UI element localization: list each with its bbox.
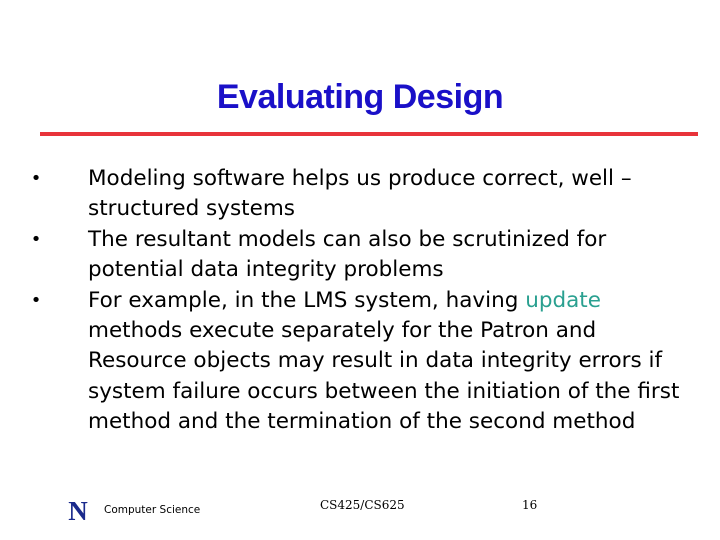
highlighted-term: update [525,287,601,313]
slide-title: Evaluating Design [216,78,504,116]
page-number: 16 [522,498,538,512]
logo-letter: N [68,498,88,523]
bullet-text: The resultant models can also be scrutinized for potential data integrity problems [88,226,607,283]
bullet-item-3 [26,286,686,438]
bullet-dot-icon: • [30,168,42,189]
bullet-text: Modeling software helps us produce correct, well – structured systems [88,166,632,222]
bullet-item-1 [26,164,686,225]
bullet-item-2 [26,225,686,286]
footer-department: Computer Science [104,504,201,516]
footer-course-code: CS425/CS625 [320,498,405,512]
bullet-dot-icon: • [30,289,42,311]
title-divider [40,132,698,136]
bullet-dot-icon: • [30,228,42,250]
bullet-list [26,164,686,438]
bullet-text: For example, in the LMS system, having [88,287,526,313]
bullet-text-continued: methods execute separately for the Patron and Resource objects may result in data integrity errors if system failure occurs between the initiation of the first method and the termination of the second method [88,318,680,435]
university-logo-icon [60,498,96,523]
